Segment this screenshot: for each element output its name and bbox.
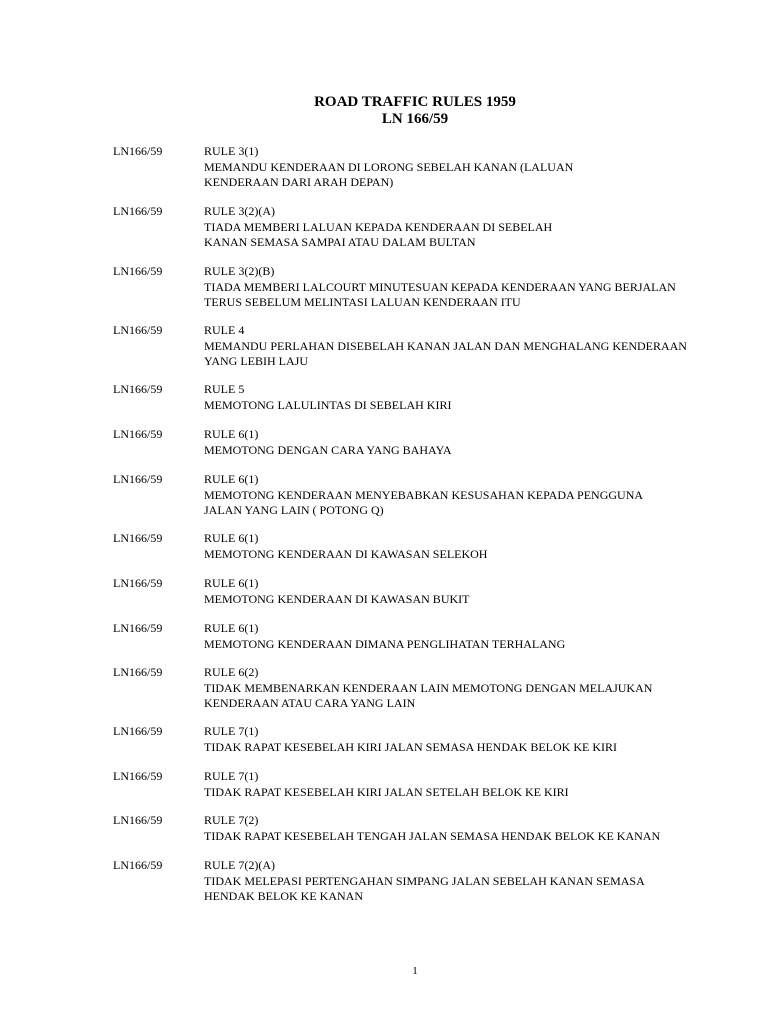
entry-body bbox=[204, 576, 744, 607]
entry-rule-number: RULE 6(1) bbox=[204, 621, 259, 635]
entry-rule-number: RULE 3(2)(B) bbox=[204, 264, 275, 278]
entry-rule-number: RULE 6(2) bbox=[204, 665, 259, 679]
entry-description-line: TIADA MEMBERI LALCOURT MINUTESUAN KEPADA KENDERAAN YANG BERJALAN bbox=[204, 279, 676, 294]
entry-description-line: MEMOTONG DENGAN CARA YANG BAHAYA bbox=[204, 442, 452, 457]
entry-body bbox=[204, 204, 744, 251]
entry-rule-number: RULE 7(2) bbox=[204, 813, 259, 827]
entry-description-line: TIDAK RAPAT KESEBELAH KIRI JALAN SEMASA HENDAK BELOK KE KIRI bbox=[204, 739, 618, 754]
entry-rule-number: RULE 7(1) bbox=[204, 769, 259, 783]
entry-reference: LN166/59 bbox=[113, 813, 163, 827]
entry-rule-number: RULE 4 bbox=[204, 323, 245, 337]
entry-reference: LN166/59 bbox=[113, 144, 163, 158]
entry-description-line: JALAN YANG LAIN ( POTONG Q) bbox=[204, 503, 384, 517]
entry-body bbox=[204, 427, 744, 458]
entry-rule-number: RULE 5 bbox=[204, 382, 245, 396]
entry-reference: LN166/59 bbox=[113, 204, 163, 218]
entry-description-line: TIDAK RAPAT KESEBELAH TENGAH JALAN SEMASA HENDAK BELOK KE KANAN bbox=[204, 828, 661, 843]
entry-description-line: KENDERAAN DARI ARAH DEPAN) bbox=[204, 175, 394, 189]
entry-body bbox=[204, 531, 744, 562]
entry-description-line: TIADA MEMBERI LALUAN KEPADA KENDERAAN DI SEBELAH bbox=[204, 219, 553, 234]
entry-rule-number: RULE 3(1) bbox=[204, 144, 259, 158]
page-number: 1 bbox=[412, 965, 418, 977]
entry-rule-number: RULE 6(1) bbox=[204, 576, 259, 590]
entry-reference: LN166/59 bbox=[113, 531, 163, 545]
entry-body bbox=[204, 769, 744, 800]
entry-body bbox=[204, 264, 744, 311]
entry-body bbox=[204, 472, 744, 519]
entry-description-line: MEMOTONG LALULINTAS DI SEBELAH KIRI bbox=[204, 397, 452, 412]
entry-reference: LN166/59 bbox=[113, 724, 163, 738]
entry-description-line: MEMOTONG KENDERAAN DI KAWASAN BUKIT bbox=[204, 591, 470, 606]
entry-description-line: TERUS SEBELUM MELINTASI LALUAN KENDERAAN ITU bbox=[204, 295, 521, 309]
entry-description-line: TIDAK MELEPASI PERTENGAHAN SIMPANG JALAN SEBELAH KANAN SEMASA bbox=[204, 873, 645, 888]
entry-description-line: TIDAK RAPAT KESEBELAH KIRI JALAN SETELAH BELOK KE KIRI bbox=[204, 784, 569, 799]
entry-body bbox=[204, 858, 744, 905]
entry-body bbox=[204, 665, 744, 712]
entry-body bbox=[204, 621, 744, 652]
entry-description-line: KANAN SEMASA SAMPAI ATAU DALAM BULTAN bbox=[204, 235, 476, 249]
entry-body bbox=[204, 724, 744, 755]
entry-reference: LN166/59 bbox=[113, 576, 163, 590]
entry-reference: LN166/59 bbox=[113, 264, 163, 278]
entry-rule-number: RULE 6(1) bbox=[204, 472, 259, 486]
entry-body bbox=[204, 813, 744, 844]
entry-rule-number: RULE 3(2)(A) bbox=[204, 204, 275, 218]
entry-body bbox=[204, 144, 744, 191]
entry-reference: LN166/59 bbox=[113, 858, 163, 872]
entry-description-line: YANG LEBIH LAJU bbox=[204, 354, 308, 368]
entry-description-line: MEMOTONG KENDERAAN DIMANA PENGLIHATAN TERHALANG bbox=[204, 636, 566, 651]
document-subtitle: LN 166/59 bbox=[381, 111, 449, 127]
entry-reference: LN166/59 bbox=[113, 323, 163, 337]
entry-description-line: TIDAK MEMBENARKAN KENDERAAN LAIN MEMOTONG DENGAN MELAJUKAN bbox=[204, 680, 653, 695]
entry-description-line: MEMANDU KENDERAAN DI LORONG SEBELAH KANAN (LALUAN bbox=[204, 159, 574, 174]
entry-description-line: MEMANDU PERLAHAN DISEBELAH KANAN JALAN DAN MENGHALANG KENDERAAN bbox=[204, 338, 687, 353]
entry-reference: LN166/59 bbox=[113, 769, 163, 783]
document-title: ROAD TRAFFIC RULES 1959 bbox=[314, 94, 516, 110]
entry-reference: LN166/59 bbox=[113, 427, 163, 441]
entry-description-line: MEMOTONG KENDERAAN DI KAWASAN SELEKOH bbox=[204, 546, 488, 561]
entry-reference: LN166/59 bbox=[113, 665, 163, 679]
entry-reference: LN166/59 bbox=[113, 472, 163, 486]
entry-body bbox=[204, 323, 744, 370]
entry-rule-number: RULE 7(2)(A) bbox=[204, 858, 275, 872]
entry-description-line: KENDERAAN ATAU CARA YANG LAIN bbox=[204, 696, 416, 710]
entry-description-line: HENDAK BELOK KE KANAN bbox=[204, 889, 363, 903]
entry-rule-number: RULE 6(1) bbox=[204, 427, 259, 441]
entry-rule-number: RULE 7(1) bbox=[204, 724, 259, 738]
entry-rule-number: RULE 6(1) bbox=[204, 531, 259, 545]
entry-reference: LN166/59 bbox=[113, 382, 163, 396]
entry-description-line: MEMOTONG KENDERAAN MENYEBABKAN KESUSAHAN KEPADA PENGGUNA bbox=[204, 487, 644, 502]
entry-body bbox=[204, 382, 744, 413]
title-block bbox=[0, 94, 768, 128]
entry-reference: LN166/59 bbox=[113, 621, 163, 635]
